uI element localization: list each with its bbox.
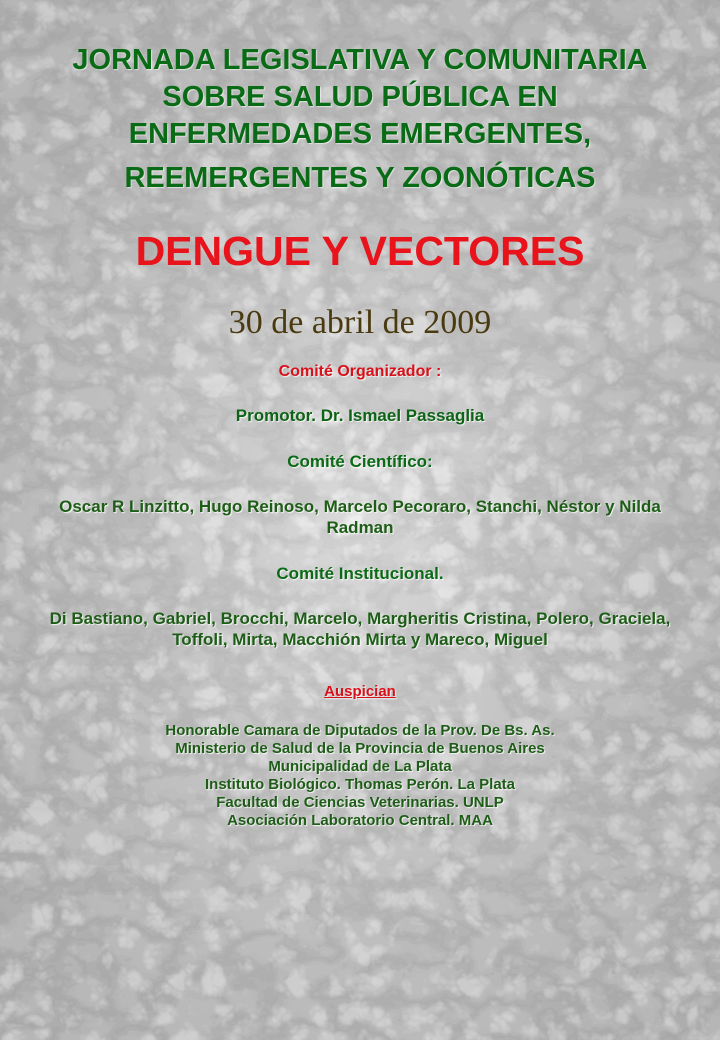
sponsor-item: Honorable Camara de Diputados de la Prov. De Bs. As. — [165, 722, 555, 739]
title-line-2: SOBRE SALUD PÚBLICA EN — [162, 81, 558, 113]
scientific-committee-heading: Comité Científico: — [287, 452, 433, 471]
sponsor-item: Asociación Laboratorio Central. MAA — [227, 812, 493, 829]
institutional-committee-heading: Comité Institucional. — [276, 564, 444, 583]
sponsor-item: Ministerio de Salud de la Provincia de Buenos Aires — [175, 740, 545, 757]
title-line-4: REEMERGENTES Y ZOONÓTICAS — [124, 162, 596, 194]
institutional-committee-members: Di Bastiano, Gabriel, Brocchi, Marcelo, Margheritis Cristina, Polero, Graciela, Toffoli, Mirta, Macchión Mirta y Mareco, Miguel — [49, 609, 671, 649]
sponsor-item: Facultad de Ciencias Veterinarias. UNLP — [216, 794, 504, 811]
title-line-1: JORNADA LEGISLATIVA Y COMUNITARIA — [72, 44, 648, 76]
sponsor-item: Municipalidad de La Plata — [268, 758, 452, 775]
event-subtitle: DENGUE Y VECTORES — [135, 228, 585, 274]
promoter-name: Promotor. Dr. Ismael Passaglia — [235, 406, 485, 425]
sponsor-item: Instituto Biológico. Thomas Perón. La Plata — [204, 776, 516, 793]
scientific-committee-members: Oscar R Linzitto, Hugo Reinoso, Marcelo Pecoraro, Stanchi, Néstor y Nilda Radman — [59, 497, 661, 537]
title-line-3: ENFERMEDADES EMERGENTES, — [128, 118, 592, 150]
event-title — [30, 42, 690, 197]
sponsors-list — [40, 722, 680, 830]
event-date: 30 de abril de 2009 — [228, 304, 492, 341]
sponsors-heading: Auspician — [324, 683, 396, 700]
organizing-committee-heading: Comité Organizador : — [278, 363, 442, 380]
